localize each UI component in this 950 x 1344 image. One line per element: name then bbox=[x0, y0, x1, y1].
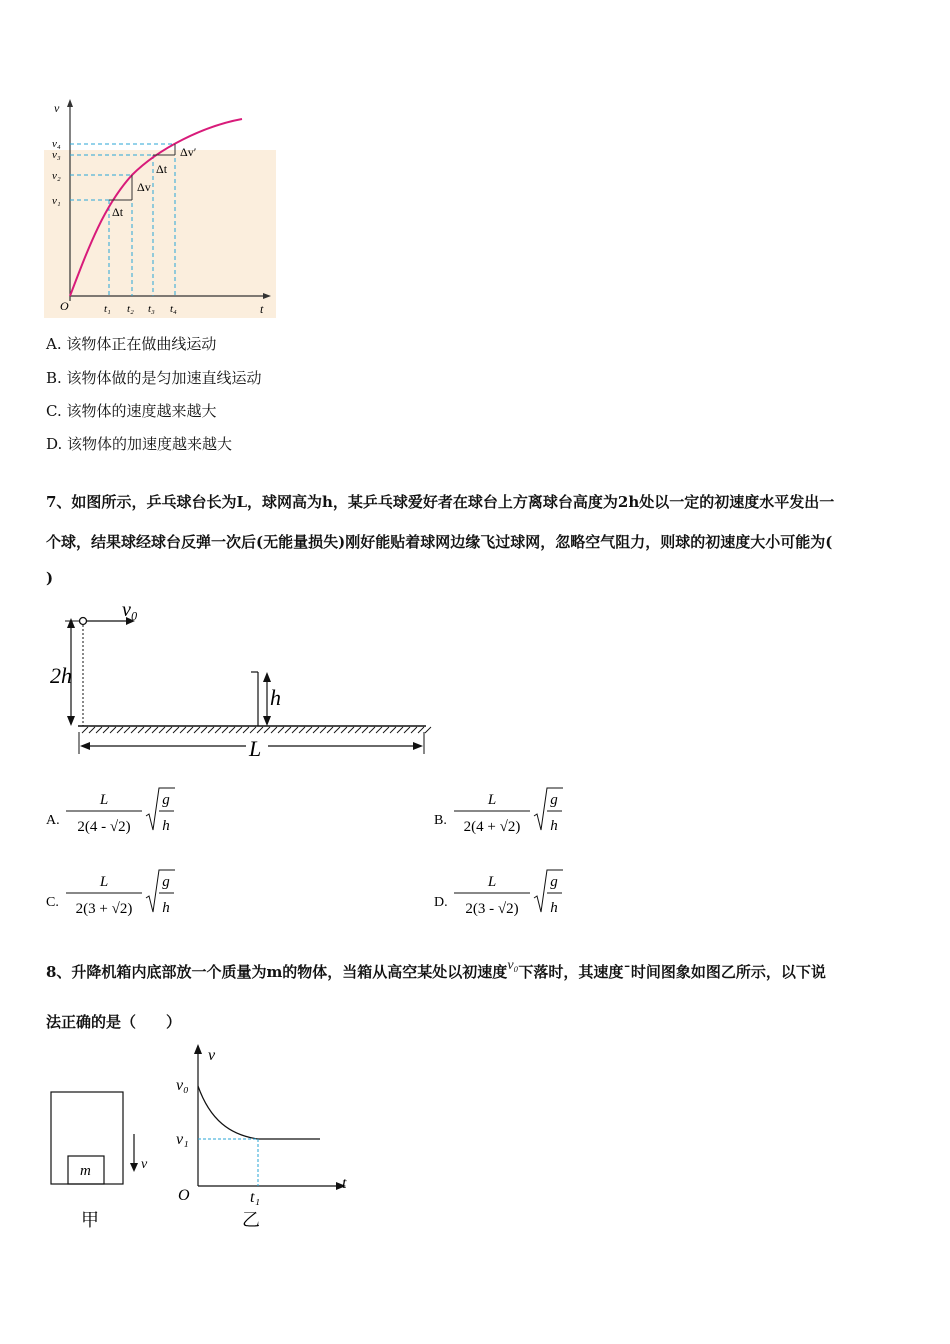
2h-label: 2h bbox=[50, 663, 72, 688]
q7-b-rad-num: g bbox=[550, 792, 558, 808]
fig-jia-caption: 甲 bbox=[81, 1210, 99, 1230]
hatch-mark bbox=[110, 727, 116, 733]
q7-option-d bbox=[434, 866, 574, 926]
hatch-mark bbox=[257, 727, 263, 733]
hatch-mark bbox=[208, 727, 214, 733]
table-tennis-figure bbox=[46, 592, 436, 764]
hatch-mark bbox=[348, 727, 354, 733]
q6-option-c: C. 该物体的速度越来越大 bbox=[46, 402, 217, 420]
q7-c-numerator: L bbox=[99, 874, 109, 890]
hatch-mark bbox=[250, 727, 256, 733]
hatch-mark bbox=[390, 727, 396, 733]
hatch-mark bbox=[131, 727, 137, 733]
hatch-mark bbox=[411, 727, 417, 733]
hatch-mark bbox=[341, 727, 347, 733]
elevator-vt-graph bbox=[170, 1040, 360, 1234]
hatch-mark bbox=[82, 727, 88, 733]
velocity-curve-2 bbox=[198, 1086, 320, 1139]
origin-label: O bbox=[60, 299, 69, 313]
hatch-mark bbox=[271, 727, 277, 733]
hatch-mark bbox=[418, 727, 424, 733]
q7-b-numerator: L bbox=[487, 792, 497, 808]
q7-stem-line1: 7、如图所示，乒乓球台长为L，球网高为h，某乒乓球爱好者在球台上方离球台高度为2h处以一定的初速度水平发出一 bbox=[46, 493, 835, 511]
hatch-mark bbox=[327, 727, 333, 733]
t1-label-2: t₁ bbox=[250, 1189, 261, 1206]
svg-text:B.: B. bbox=[434, 813, 447, 828]
hatch-mark bbox=[159, 727, 165, 733]
hatch-mark bbox=[334, 727, 340, 733]
hatch-mark bbox=[173, 727, 179, 733]
hatch-mark bbox=[117, 727, 123, 733]
q6-option-a: A. 该物体正在做曲线运动 bbox=[46, 335, 217, 353]
q7-option-c bbox=[46, 866, 186, 926]
q7-d-numerator: L bbox=[487, 874, 497, 890]
hatch-mark bbox=[425, 727, 431, 733]
v-axis-arrow bbox=[67, 99, 73, 107]
hatch-mark bbox=[89, 727, 95, 733]
vt-graph-figure bbox=[44, 96, 280, 320]
hatch-mark bbox=[243, 727, 249, 733]
hatch-mark bbox=[166, 727, 172, 733]
q7-a-rad-den: h bbox=[162, 818, 170, 834]
hatch-mark bbox=[320, 727, 326, 733]
q7-b-rad-den: h bbox=[550, 818, 558, 834]
q7-option-a bbox=[46, 784, 186, 844]
q6-option-d: D. 该物体的加速度越来越大 bbox=[46, 435, 233, 453]
hatch-mark bbox=[236, 727, 242, 733]
q7-c-denominator: 2(3 + √2) bbox=[75, 901, 133, 917]
hatch-mark bbox=[201, 727, 207, 733]
q7-d-rad-num: g bbox=[550, 874, 558, 890]
hatch-mark bbox=[299, 727, 305, 733]
svg-text:D.: D. bbox=[434, 895, 448, 910]
hatch-mark bbox=[313, 727, 319, 733]
hatch-mark bbox=[187, 727, 193, 733]
hatch-mark bbox=[306, 727, 312, 733]
q7-a-rad-num: g bbox=[162, 792, 170, 808]
hatch-mark bbox=[194, 727, 200, 733]
hatch-mark bbox=[355, 727, 361, 733]
hatch-mark bbox=[96, 727, 102, 733]
hatch-mark bbox=[145, 727, 151, 733]
q7-a-numerator: L bbox=[99, 792, 109, 808]
q8-stem-line1: 8、升降机箱内底部放一个质量为m的物体，当箱从高空某处以初速度v₀下落时，其速度ˉ时间图象如图乙所示，以下说 bbox=[46, 958, 826, 981]
q7-stem-line3: ) bbox=[46, 569, 54, 587]
q7-stem-line2: 个球，结果球经球台反弹一次后(无能量损失)刚好能贴着球网边缘飞过球网，忽略空气阻力，则球的初速度大小可能为( bbox=[46, 533, 833, 551]
hatch-mark bbox=[292, 727, 298, 733]
q8-v0-inline: v₀ bbox=[507, 958, 519, 973]
hatch-mark bbox=[397, 727, 403, 733]
q7-d-denominator: 2(3 - √2) bbox=[465, 901, 519, 917]
hatch-mark bbox=[376, 727, 382, 733]
hatch-mark bbox=[229, 727, 235, 733]
svg-text:A.: A. bbox=[46, 813, 60, 828]
v0-label-2: v₀ bbox=[176, 1077, 189, 1094]
v-axis-label: v bbox=[54, 101, 60, 115]
t-axis-label-2: t bbox=[342, 1175, 347, 1192]
t2-label: t₂ bbox=[127, 303, 134, 315]
hatch-mark bbox=[285, 727, 291, 733]
hatch-mark bbox=[383, 727, 389, 733]
delta-t-label-2: Δt bbox=[156, 162, 168, 176]
t-axis-label: t bbox=[260, 302, 264, 316]
hatch-mark bbox=[180, 727, 186, 733]
q7-option-b bbox=[434, 784, 574, 844]
hatch-mark bbox=[152, 727, 158, 733]
mass-label: m bbox=[80, 1163, 91, 1179]
hatch-mark bbox=[138, 727, 144, 733]
hatch-mark bbox=[369, 727, 375, 733]
q7-a-denominator: 2(4 - √2) bbox=[77, 819, 131, 835]
hatch-mark bbox=[222, 727, 228, 733]
q6-option-b: B. 该物体做的是匀加速直线运动 bbox=[46, 369, 262, 387]
v3-label: v₃ bbox=[52, 149, 61, 161]
v0-label: v₀ bbox=[122, 599, 138, 621]
origin-label-2: O bbox=[178, 1187, 190, 1204]
v2-label: v₂ bbox=[52, 170, 61, 182]
hatch-mark bbox=[215, 727, 221, 733]
L-label: L bbox=[249, 736, 262, 761]
hatch-mark bbox=[264, 727, 270, 733]
hatch-mark bbox=[124, 727, 130, 733]
hatch-mark bbox=[103, 727, 109, 733]
velocity-label: v bbox=[141, 1157, 148, 1172]
delta-v-prime-label: Δv′ bbox=[180, 145, 197, 159]
q7-b-denominator: 2(4 + √2) bbox=[463, 819, 521, 835]
v-axis-label-2: v bbox=[208, 1047, 216, 1064]
table-hatch bbox=[82, 727, 431, 733]
ball bbox=[80, 618, 87, 625]
h-label: h bbox=[270, 685, 281, 710]
t3-label: t₃ bbox=[148, 303, 155, 315]
hatch-mark bbox=[404, 727, 410, 733]
v1-label: v₁ bbox=[52, 195, 61, 207]
delta-v-label: Δv bbox=[137, 180, 151, 194]
svg-text:C.: C. bbox=[46, 895, 59, 910]
q7-c-rad-den: h bbox=[162, 900, 170, 916]
v4-label: v₄ bbox=[52, 138, 61, 150]
v1-label-2: v₁ bbox=[176, 1131, 189, 1148]
t4-label: t₄ bbox=[170, 303, 177, 315]
q7-c-rad-num: g bbox=[162, 874, 170, 890]
hatch-mark bbox=[278, 727, 284, 733]
delta-t-label-1: Δt bbox=[112, 205, 124, 219]
elevator-figure bbox=[46, 1086, 158, 1234]
q8-stem-line2: 法正确的是（ ） bbox=[46, 1013, 182, 1031]
t1-label: t₁ bbox=[104, 303, 111, 315]
fig-yi-caption: 乙 bbox=[242, 1210, 260, 1230]
q7-d-rad-den: h bbox=[550, 900, 558, 916]
hatch-mark bbox=[362, 727, 368, 733]
